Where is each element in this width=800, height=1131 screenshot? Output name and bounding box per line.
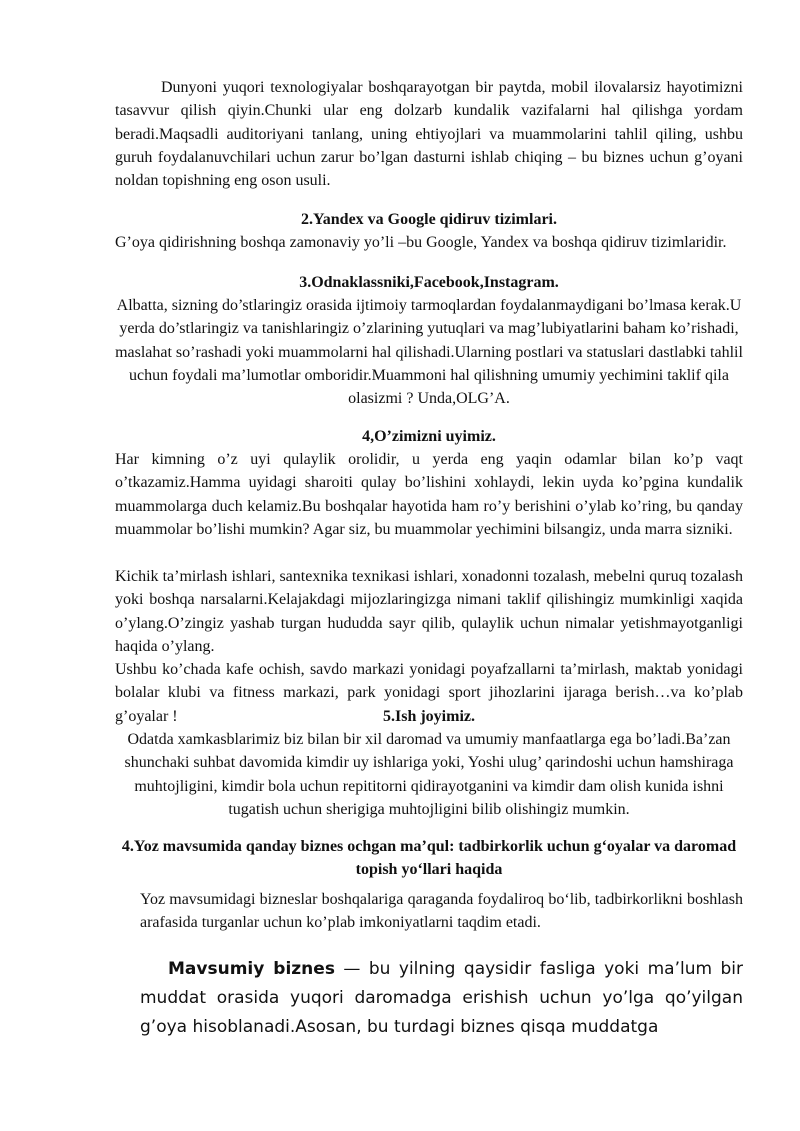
section4-paragraph-2: Kichik ta’mirlash ishlari, santexnika texnikasi ishlari, xonadonni tozalash, mebelni quruq tozalash yoki boshqa narsalarni.Kelajakdagi mijozlaringizga nimani taklif qilishingiz mumkinligi xaqida o’ylang.O’zingiz yashab turgan hududda sayr qilib, qulaylik uchun nimalar yetishmayotganligi haqida o’ylang. xyxy=(115,568,743,655)
summer-paragraph: Yoz mavsumidagi bizneslar boshqalariga qaraganda foydaliroq bo‘lib, tadbirkorlikni boshlash arafasida turganlar uchun ko’plab imkoniyatlarni taqdim etadi. xyxy=(140,891,743,932)
section4-paragraph-1: Har kimning o’z uyi qulaylik orolidir, u yerda eng yaqin odamlar bilan ko’p vaqt o’tkazamiz.Hamma uyidagi sharoiti qulay bo’lishini xohlaydi, lekin uyda ko’pgina kundalik muammolarga duch kelamiz.Bu boshqalar hayotida ham ro’y berishini o’ylab ko’ring, bu qanday muammolar bo’lishi mumkin? Agar siz, bu muammolar yechimini bilsangiz, unda marra sizniki. xyxy=(115,451,743,538)
section5-heading: 5.Ish joyimiz. xyxy=(383,708,475,725)
section3-heading: 3.Odnaklassniki,Facebook,Instagram. xyxy=(299,274,559,291)
seasonal-business-paragraph xyxy=(140,955,743,1042)
question4-heading: 4.Yoz mavsumida qanday biznes ochgan ma’qul: tadbirkorlik uchun g‘oyalar va daromad topish yo‘llari haqida xyxy=(121,838,737,879)
section4-paragraph-3: Ushbu ko’chada kafe ochish, savdo markazi yonidagi poyafzallarni ta’mirlash, maktab yonidagi bolalar klubi va fitness markazi, park yonidagi sport jihozlarini ijaraga berish…va ko’plab g’oyalar ! xyxy=(115,661,743,725)
seasonal-business-term: Mavsumiy biznes xyxy=(168,959,335,979)
intro-paragraph: Dunyoni yuqori texnologiyalar boshqarayotgan bir paytda, mobil ilovalarsiz hayotimizni tasavvur qilish qiyin.Chunki ular eng dolzarb kundalik vazifalarni hal qilishga yordam beradi.Maqsadli auditoriyani tanlang, uning ehtiyojlari va muammolarini tahlil qiling, ushbu guruh foydalanuvchilari uchun zarur bo’lgan dasturni ishlab chiqing – bu biznes uchun g’oyani noldan topishning eng oson usuli. xyxy=(115,79,743,190)
section2-heading: 2.Yandex va Google qidiruv tizimlari. xyxy=(301,211,557,228)
section2-text: G’oya qidirishning boshqa zamonaviy yo’li –bu Google, Yandex va boshqa qidiruv tizimlaridir. xyxy=(115,234,727,251)
section5-text: Odatda xamkasblarimiz biz bilan bir xil daromad va umumiy manfaatlarga ega bo’ladi.Ba’zan shunchaki suhbat davomida kimdir uy ishlariga yoki, Yoshi ulug’ qarindoshi uchun hamshiraga muhtojligini, kimdir bola uchun repititorni qidirayotganini va kimdir dam olish kunida ishni tugatish uchun sherigiga muhtojligini bilib olishingiz mumkin. xyxy=(124,731,734,818)
seasonal-business-text: — bu yilning qaysidir fasliga yoki ma’lum bir muddat orasida yuqori daromadga erishish uchun yo’lga qo’yilgan g’oya hisoblanadi.Asosan, bu turdagi biznes qisqa muddatga xyxy=(140,959,743,1037)
section4-heading: 4,O’zimizni uyimiz. xyxy=(362,428,496,445)
section3-text: Albatta, sizning do’stlaringiz orasida ijtimoiy tarmoqlardan foydalanmaydigani bo’lmasa kerak.U yerda do’stlaringiz va tanishlaringiz o’zlarining yutuqlari va mag’lubiyatlarini baham ko’rishadi, maslahat so’rashadi yoki muammolarni hal qilishadi.Ularning postlari va statuslari dastlabki tahlil uchun foydali ma’lumotlar omboridir.Muammoni hal qilishning umumiy yechimini taklif qila olasizmi ? Unda,OLG’A. xyxy=(115,297,743,408)
